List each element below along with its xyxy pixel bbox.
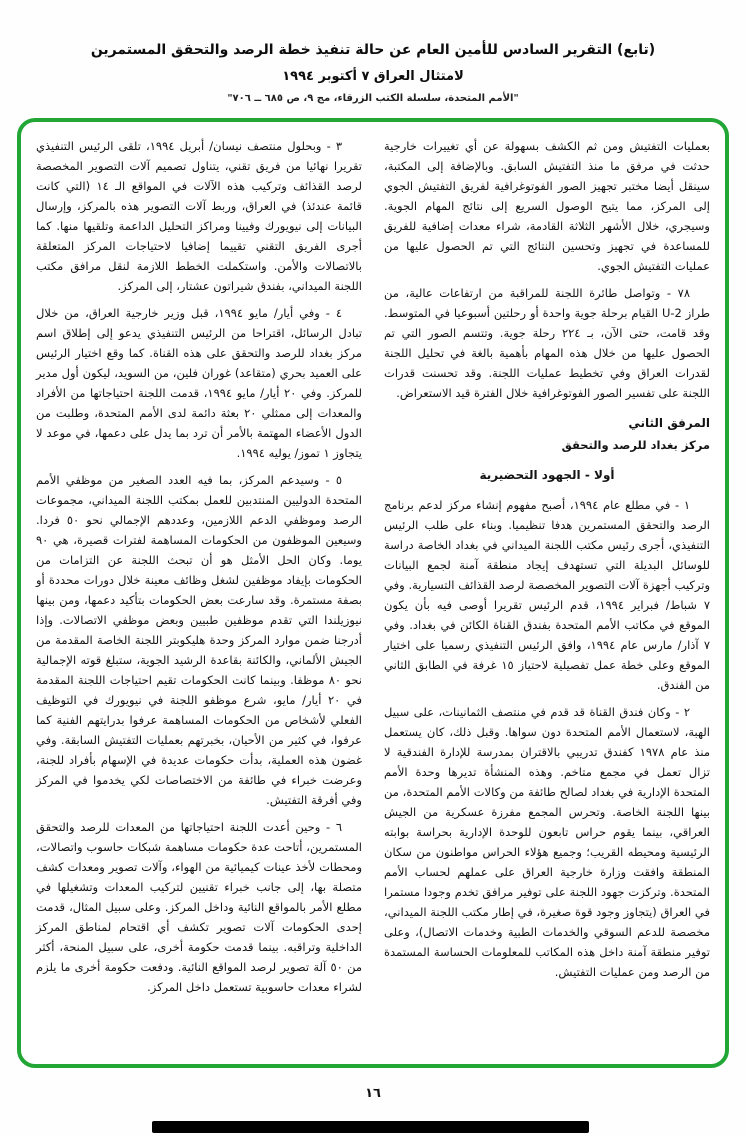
paragraph-4: ٤ - وفي أيار/ مايو ١٩٩٤، قبل وزير خارجية العراق، من خلال تبادل الرسائل، اقتراحا من الرئيس التنفيذي يدعو إلى إطلاق اسم مركز بغداد للرصد والتحقق على هذه القناة. كما وقع اختيار الرئيس على العميد بحري (متقاعد) غوران فلين، من السويد، ليكون أول مدير للمركز. وفي ٢٠ أيار/ مايو ١٩٩٤، قدمت اللجنة احتياجاتها من الأفراد والمعدات إلى ممثلي ٢٠ بعثة دائمة لدى الأمم المتحدة، وطلبت من الدول الأعضاء المهتمة بالأمر أن ترد بما يدل على دعمها، في موعد لا يتجاوز ١ تموز/ يوليه ١٩٩٤. bbox=[36, 306, 362, 460]
column-left bbox=[36, 136, 362, 1052]
source-citation: "الأمم المتحدة، سلسلة الكتب الزرقاء، مج ٩، ص ٦٨٥ ــ ٧٠٦" bbox=[227, 93, 519, 104]
annex-subtitle: مركز بغداد للرصد والتحقق bbox=[561, 438, 710, 452]
green-border-frame bbox=[17, 118, 729, 1068]
annex-title: المرفق الثاني bbox=[628, 416, 710, 430]
report-subtitle: لامتثال العراق ٧ أكتوبر ١٩٩٤ bbox=[282, 69, 464, 84]
section-title: أولا - الجهود التحضيرية bbox=[479, 468, 615, 482]
column-right bbox=[384, 136, 710, 1052]
two-column-body bbox=[36, 136, 710, 1052]
paragraph-5: ٥ - وسيدعم المركز، بما فيه العدد الصغير من موظفي الأمم المتحدة الدوليين المنتدبين للعمل بمكتب اللجنة الميداني، مجموعات الرصد وموظفي الدعم اللازمين، وعددهم الإجمالي نحو ٥٠ فردا. وسيعين الموظفون من الحكومات المساهمة لفترات قصيرة، هي ٩٠ يوما. وكان الحل الأمثل هو أن تبحث اللجنة عن التزامات من الحكومات بإيفاد موظفين لشغل وظائف معينة خلال دورات محددة أو بصفة مستمرة. وقد سارعت بعض الحكومات بتأكيد دعمها، ومن بينها نيوزيلندا التي تقدم موظفين طبيين وبعض موظفي الاتصالات. وإذا أدرجنا ضمن موارد المركز وحدة هليكوبتر اللجنة الخاصة المقدمة من الجيش الألماني، والكائنة بقاعدة الرشيد الجوية، ستبلغ قوته الإجمالية نحو ٨٠ موظفا. وبينما كانت الحكومات تقيم احتياجات اللجنة المقدمة في ٢٠ أيار/ مايو، شرع موظفو اللجنة في نيويورك في التوظيف الفعلي لأشخاص من الحكومات المساهمة عرفوا بدرايتهم الفنية كما عرفوا، في كثير من الأحيان، بخبرتهم بعمليات التفتيش السابقة. وفي غضون هذه العملية، بدأت حكومات عديدة في الإسهام بأفراد للجنة، وعرضت خبراء في طائفة من الاختصاصات لكي يخدموا في المركز وفي أفرقة التفتيش. bbox=[36, 473, 362, 807]
paragraph-6: ٦ - وحين أعدت اللجنة احتياجاتها من المعدات للرصد والتحقق المستمرين، أتاحت عدة حكومات مساهمة شبكات حاسوب واتصالات، ومحطات لأخذ عينات كيميائية من الهواء، وآلات تصوير ومعدات كشف متصلة بها، إلى جانب خبراء تقنيين لتركيب المعدات وتشغيلها في مطلع الأمر بالمواقع النائية وداخل المركز. وعلى سبيل المثال، قدمت إحدى الحكومات آلات تصوير تكشف أي اقتحام لمناطق المركز الداخلية وتراقبه. بينما قدمت حكومة أخرى، على سبيل المنحة، أكثر من ٥٠ آلة تصوير لرصد المواقع النائية. ودفعت حكومة أخرى ما يلزم لشراء معدات حاسوبية تستعمل داخل المركز. bbox=[36, 820, 362, 994]
page-header bbox=[0, 0, 746, 104]
paragraph-1: ١ - في مطلع عام ١٩٩٤، أصبح مفهوم إنشاء مركز لدعم برنامج الرصد والتحقق المستمرين هدفا تنظيميا. وبناء على طلب الرئيس التنفيذي، أجرى رئيس مكتب اللجنة الميداني في بغداد الخاصة دراسة للوسائل البديلة التي تستهدف إيجاد منطقة آمنة لجمع البيانات وتركيب أجهزة آلات التصوير المخصصة لرصد القذائف التسيارية. وفي ٧ شباط/ فبراير ١٩٩٤، قدم الرئيس تقريرا أوصى فيه بأن يكون الموقع في مكاتب الأمم المتحدة بفندق القناة الكائن في بغداد. وفي ٧ آذار/ مارس عام ١٩٩٤، وافق الرئيس التنفيذي رسميا على اختيار الموقع وعلى خطة عمل تفصيلية لاحتياز ١٥ غرفة في الطابق الثاني من الفندق. bbox=[384, 498, 710, 692]
report-title: (تابع) التقرير السادس للأمين العام عن حالة تنفيذ خطة الرصد والتحقق المستمرين bbox=[90, 42, 656, 58]
paragraph-continuation: بعمليات التفتيش ومن ثم الكشف بسهولة عن أي تغييرات خارجية حدثت في مرفق ما منذ التفتيش السابق. وبالإضافة إلى المكتبة، سينقل أيضا مختبر تجهيز الصور الفوتوغرافية لفريق التفتيش الجوي إلى المركز، مما يتيح الوصول السريع إلى نتائج المهام الجوية. وسيجري، خلال الأشهر الثلاثة القادمة، شراء معدات إضافية للفريق للمساعدة في تجهيز وتحسين النتائج التي تم الحصول عليها من عمليات التفتيش الجوي. bbox=[384, 139, 710, 273]
paragraph-3: ٣ - وبحلول منتصف نيسان/ أبريل ١٩٩٤، تلقى الرئيس التنفيذي تقريرا نهائيا من فريق تقني، يتناول تصميم آلات التصوير المخصصة لرصد القذائف وتركيب هذه الآلات في المواقع الـ ١٤ (التي كانت قائمة عندئذ) في العراق، وربط آلات التصوير هذه بالمركز، وإرسال البيانات إلى نيويورك وفيينا ومراكز التحليل الداعمة وتلقيها منها. كما أجرى الفريق التقني تقييما إضافيا لاحتياجات المركز المتعلقة بالاتصالات والأمن. واستكملت الخطط اللازمة لنقل مرافق مكتب اللجنة الميداني، بفندق شيراتون عشتار، إلى المركز. bbox=[36, 139, 362, 293]
paragraph-2: ٢ - وكان فندق القناة قد قدم في منتصف الثمانينات، على سبيل الهبة، لاستعمال الأمم المتحدة دون سواها. وقبل ذلك، كان يستعمل منذ عام ١٩٧٨ كفندق تدريبي بالاقتران بمدرسة للإدارة الفندقية لا تزال تعمل في مجمع متاخم. وهذه المنشأة تديرها وحدة الأمم المتحدة الإدارية في بغداد لصالح طائفة من وكالات الأمم المتحدة، من بينها اللجنة الخاصة. وتحرس المجمع مفرزة عسكرية من الجيش العراقي، بينما يقوم حراس تابعون للوحدة الإدارية بحراسة بوابته الرئيسية ومحيطه القريب؛ وجميع هؤلاء الحراس مواطنون من سكان المنطقة وافقت وزارة خارجية العراق على عملهم لحساب الأمم المتحدة. وتركزت جهود اللجنة على توفير مرافق تخدم وجودا مستمرا في العراق (يتجاوز وجود قوة صغيرة، في إطار مكتب اللجنة الميداني، مخصصة للدعم السوقي والخدمات الطبية وخدمات الاتصال)، وعلى توفير منطقة آمنة داخل هذه المكاتب للمعلومات الحساسة المستمدة من الرصد ومن عمليات التفتيش. bbox=[384, 705, 710, 979]
paragraph-78: ٧٨ - وتواصل طائرة اللجنة للمراقبة من ارتفاعات عالية، من طراز U-2 القيام برحلة جوية واحدة أو رحلتين أسبوعيا في المتوسط. وقد قامت، حتى الآن، بـ ٢٢٤ رحلة جوية. وتتسم الصور التي تم الحصول عليها من خلال هذه المهام بأهمية بالغة في تحليل اللجنة لقدرات العراق وفي تخطيط عمليات اللجنة. وقد تحسنت قدرات اللجنة على تفسير الصور الفوتوغرافية خلال الفترة قيد الاستعراض. bbox=[384, 286, 710, 400]
scan-artifact-bar bbox=[152, 1121, 589, 1133]
page-number: ١٦ bbox=[365, 1086, 381, 1101]
